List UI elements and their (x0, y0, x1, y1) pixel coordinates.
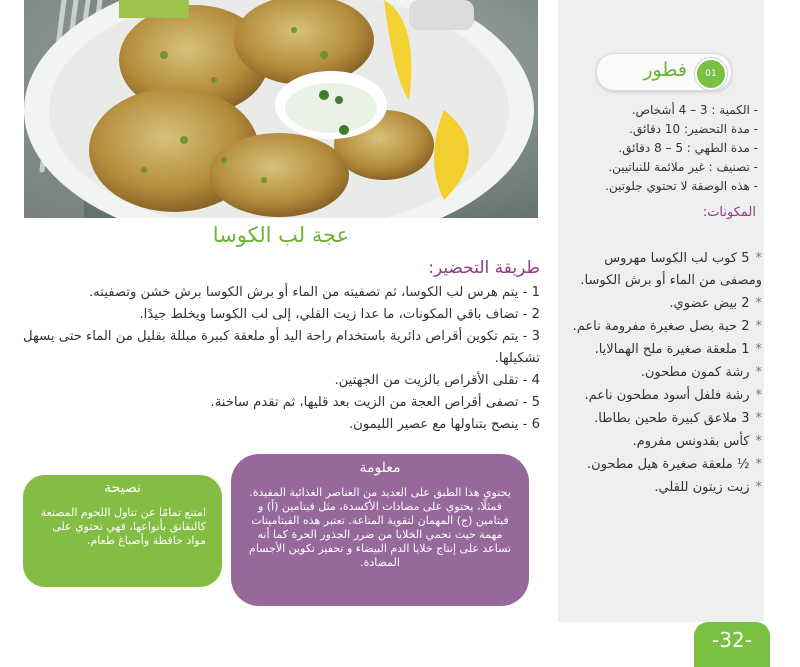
method-heading: طريقة التحضير: (428, 258, 540, 278)
tip-title: نصيحة (104, 480, 141, 496)
tip-text: امتنع تمامًا عن تناول اللحوم المصنعة كالنقانق بأنواعها، فهي تحتوي على مواد حافظة وأصباغ طعام. (40, 506, 206, 547)
recipe-photo (24, 0, 538, 218)
recipe-facts (566, 101, 758, 196)
ingredient-item: *2 حبة بصل صغيرة مفرومة ناعم. (572, 319, 762, 334)
info-box (231, 454, 529, 606)
bullet-icon: * (755, 480, 762, 495)
bullet-icon: * (755, 319, 762, 334)
ingredients-list (566, 248, 762, 500)
meal-label: فطور (643, 59, 687, 81)
fact-item: - مدة الطهي : 5 – 8 دقائق. (618, 141, 758, 155)
page-number: -32- (694, 622, 770, 667)
fact-item: - هذه الوصفة لا تحتوي جلوتين. (605, 179, 758, 193)
bullet-icon: * (755, 411, 762, 426)
ingredient-item: *2 بيض عضوي. (669, 296, 762, 311)
method-step: 4 - تقلى الأقراص بالزيت من الجهتين. (334, 373, 540, 388)
ingredient-item: *½ ملعقة صغيرة هيل مطحون. (587, 457, 762, 472)
tip-box (23, 475, 222, 587)
preparation-method (20, 258, 540, 436)
ingredient-item: *3 ملاعق كبيرة طحين بطاطا. (594, 411, 762, 426)
method-step: 5 - تصفى أقراص العجة من الزيت بعد قليها، ثم تقدم ساخنة. (210, 395, 540, 410)
ingredient-item: *5 كوب لب الكوسا مهروس ومصفى من الماء أو برش الكوسا. (580, 251, 762, 288)
method-step: 3 - يتم تكوين أقراص دائرية باستخدام راحة اليد أو ملعقة كبيرة مبللة بقليل من الماء حتى يسهل تشكيلها. (23, 329, 540, 366)
bullet-icon: * (755, 365, 762, 380)
fact-item: - الكمية : 3 – 4 أشخاص. (631, 103, 758, 117)
bullet-icon: * (755, 434, 762, 449)
fact-item: - تصنيف : غير ملائمة للنباتيين. (608, 160, 758, 174)
bullet-icon: * (755, 457, 762, 472)
ingredient-item: *رشة فلفل أسود مطحون ناعم. (584, 388, 762, 403)
meal-number: 01 (695, 58, 727, 90)
info-title: معلومة (359, 460, 401, 476)
ingredient-item: *كأس بقدونس مفروم. (632, 434, 762, 449)
bullet-icon: * (755, 251, 762, 266)
fact-item: - مدة التحضير: 10 دقائق. (629, 122, 758, 136)
ingredient-item: *1 ملعقة صغيرة ملح الهمالايا. (594, 342, 762, 357)
ingredients-title: المكونات: (702, 205, 756, 220)
ingredient-item: *زيت زيتون للقلي. (654, 480, 762, 495)
method-step: 1 - يتم هرس لب الكوسا، ثم تصفيته من الماء أو برش الكوسا برش خشن وتصفيته. (88, 285, 540, 300)
bullet-icon: * (755, 342, 762, 357)
method-step: 2 - تضاف باقي المكونات، ما عدا زيت القلي، إلى لب الكوسا ويخلط جيدًا. (139, 307, 540, 322)
bullet-icon: * (755, 388, 762, 403)
method-step: 6 - ينصح بتناولها مع عصير الليمون. (348, 417, 540, 432)
bullet-icon: * (755, 296, 762, 311)
meal-type-badge (596, 53, 732, 91)
info-text: يحتوي هذا الطبق على العديد من العناصر الغذائية المفيدة. فمثلًا، يحتوي على مضادات الأكسدة، مثل فيتامين (أ) و فيتامين (ج) المهمان لتقوية المناعة. تعتبر هذه الفيتامينات مهمة حيث تحمي الخلايا من ضرر الجذور الحرة كما أنه تساعد على إنتاج خلايا الدم البيضاء و تحفيز تكوين الأجسام المضادة. (249, 486, 511, 569)
ingredient-item: *رشة كمون مطحون. (640, 365, 762, 380)
dish-title: عجة لب الكوسا (212, 223, 350, 247)
